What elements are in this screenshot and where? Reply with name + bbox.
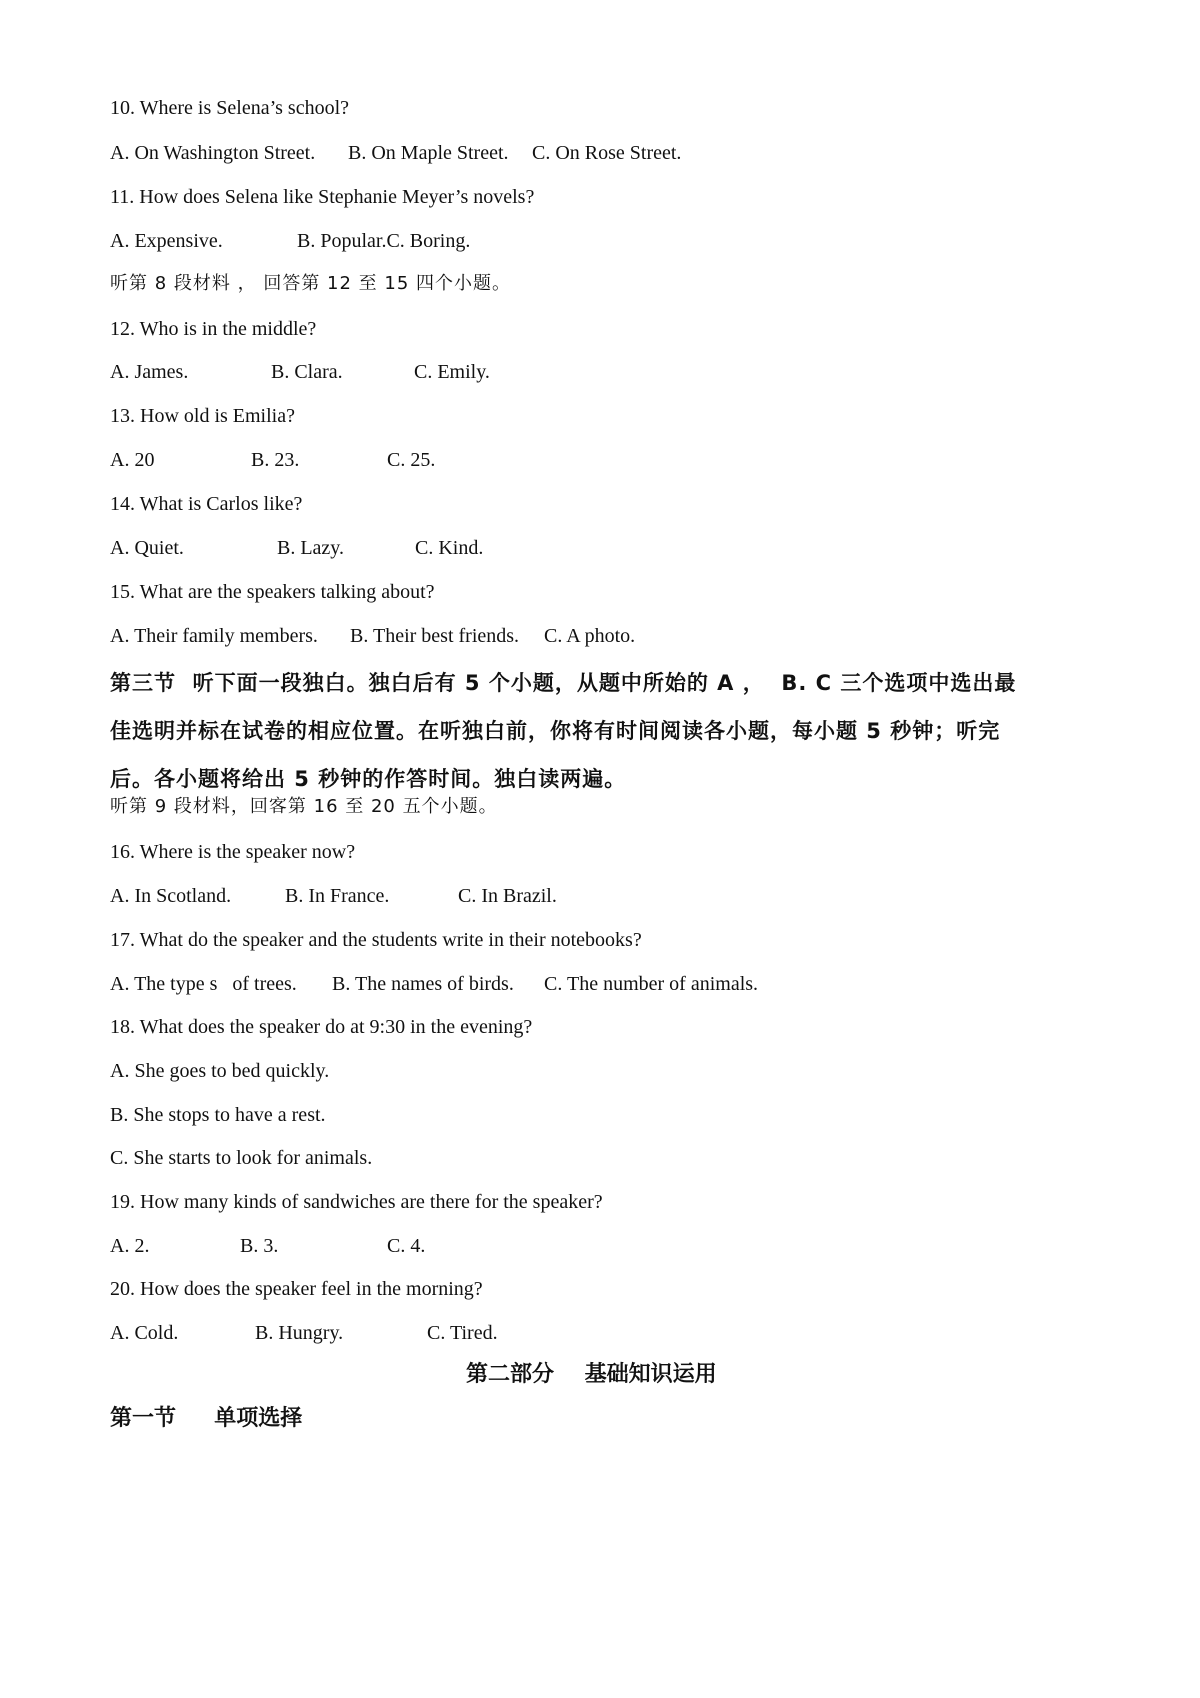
option-b: B. Their best friends. [350, 625, 520, 647]
question-15: 15. What are the speakers talking about? [110, 581, 435, 603]
option-a: A. The type s of trees. [110, 973, 297, 995]
option-c: C. Tired. [427, 1322, 498, 1344]
question-16: 16. Where is the speaker now? [110, 841, 356, 863]
question-11: 11. How does Selena like Stephanie Meyer’s novels? [110, 186, 535, 208]
option-a: A. 20 [110, 449, 155, 471]
option-c: C. On Rose Street. [532, 142, 682, 164]
question-20: 20. How does the speaker feel in the morning? [110, 1278, 483, 1300]
listening-instruction-8: 听第 8 段材料 ， 回答第 12 至 15 四个小题。 [110, 273, 512, 294]
options-20 [110, 1321, 498, 1417]
option-b: B. Lazy. [277, 537, 345, 559]
question-18: 18. What does the speaker do at 9:30 in the evening? [110, 1016, 533, 1038]
question-19: 19. How many kinds of sandwiches are there for the speaker? [110, 1191, 603, 1213]
listening-instruction-9: 听第 9 段材料，回客第 16 至 20 五个小题。 [110, 796, 498, 817]
section-3-line-2: 佳选明并标在试卷的相应位置。在听独白前，你将有时间阅读各小题，每小题 5 秒钟；听完 [110, 719, 1001, 743]
question-14: 14. What is Carlos like? [110, 493, 303, 515]
part-2-heading: 第二部分 基础知识运用 [466, 1362, 717, 1387]
option-c: C. Kind. [415, 537, 484, 559]
option-b: B. On Maple Street. [348, 142, 509, 164]
section-3-line-3: 后。各小题将给出 5 秒钟的作答时间。独白读两遍。 [110, 767, 627, 791]
option-a: A. Cold. [110, 1322, 179, 1344]
option-a: A. James. [110, 361, 189, 383]
question-10: 10. Where is Selena’s school? [110, 97, 350, 119]
section-3-instructions [110, 659, 1100, 803]
option-b: B. Popular.C. Boring. [297, 230, 471, 252]
option-a: A. Quiet. [110, 537, 184, 559]
option-18-c: C. She starts to look for animals. [110, 1147, 373, 1169]
option-b: B. The names of birds. [332, 973, 514, 995]
option-18-b: B. She stops to have a rest. [110, 1104, 326, 1126]
option-b: B. 3. [240, 1235, 279, 1257]
option-a: A. In Scotland. [110, 885, 232, 907]
option-c: C. Emily. [414, 361, 490, 383]
option-b: B. Hungry. [255, 1322, 344, 1344]
option-a: A. Their family members. [110, 625, 318, 647]
option-c: C. 4. [387, 1235, 426, 1257]
option-a: A. 2. [110, 1235, 150, 1257]
option-c: C. A photo. [544, 625, 636, 647]
option-c: C. The number of animals. [544, 973, 759, 995]
section-3-line-1: 第三节 听下面一段独白。独白后有 5 个小题，从题中所始的 A ， B. C 三个选项中选出最 [110, 671, 1017, 695]
option-c: C. 25. [387, 449, 436, 471]
option-b: B. Clara. [271, 361, 343, 383]
option-b: B. In France. [285, 885, 390, 907]
question-13: 13. How old is Emilia? [110, 405, 295, 427]
question-12: 12. Who is in the middle? [110, 318, 317, 340]
question-17: 17. What do the speaker and the students write in their notebooks? [110, 929, 642, 951]
option-a: A. On Washington Street. [110, 142, 316, 164]
section-1-heading: 第一节 单项选择 [110, 1406, 303, 1431]
option-c: C. In Brazil. [458, 885, 557, 907]
option-b: B. 23. [251, 449, 300, 471]
option-18-a: A. She goes to bed quickly. [110, 1060, 330, 1082]
option-a: A. Expensive. [110, 230, 223, 252]
